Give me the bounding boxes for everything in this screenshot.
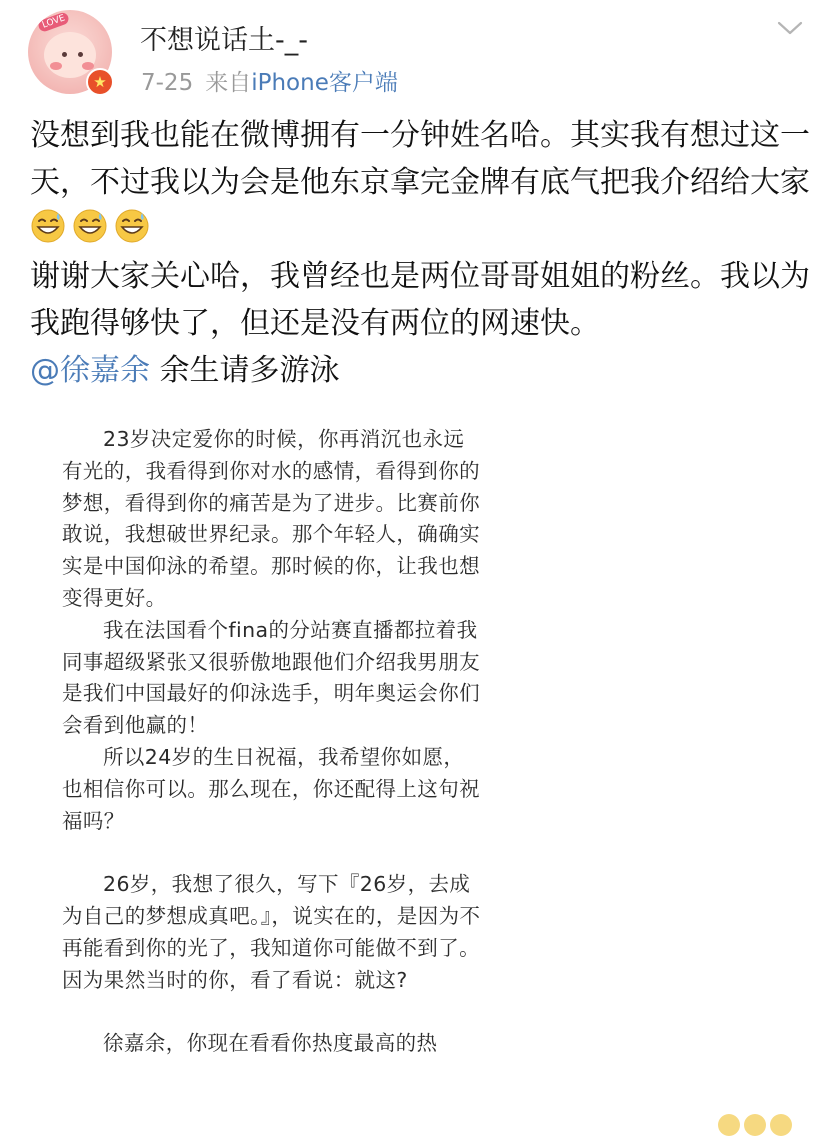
- attached-image-text: [62, 424, 482, 1060]
- post-paragraph: [30, 347, 810, 394]
- post-meta: [141, 64, 398, 97]
- weibo-verified-star-icon: ★: [86, 68, 114, 96]
- avatar-eye: [62, 52, 67, 57]
- avatar-face: [44, 32, 96, 78]
- post-body: [30, 112, 810, 394]
- post-tail-text: 余生请多游泳: [150, 353, 340, 388]
- source-device-link[interactable]: iPhone客户端: [251, 70, 398, 96]
- footer-emoji-icon: [770, 1114, 792, 1136]
- sweat-smile-emoji: [114, 208, 150, 244]
- chevron-down-icon[interactable]: [776, 18, 804, 38]
- post-header: [0, 0, 828, 110]
- footer-emoji-icon: [744, 1114, 766, 1136]
- avatar-cheek: [50, 62, 62, 70]
- paragraph-gap: [62, 996, 482, 1028]
- attached-paragraph: 23岁决定爱你的时候，你再消沉也永远有光的，我看得到你对水的感情，看得到你的梦想，看得到你的痛苦是为了进步。比赛前你敢说，我想破世界纪录。那个年轻人，确确实实是中国仰泳的希望。那时候的你，让我也想变得更好。: [62, 427, 480, 610]
- post-paragraph: [30, 112, 810, 253]
- footer-emoji-icon: [718, 1114, 740, 1136]
- avatar-eye: [78, 52, 83, 57]
- paragraph-gap: [62, 837, 482, 869]
- emoji-group: [30, 212, 156, 247]
- source-prefix: 来自: [205, 70, 252, 96]
- attached-paragraph: 徐嘉余，你现在看看你热度最高的热: [103, 1031, 438, 1056]
- sweat-smile-emoji: [30, 208, 66, 244]
- post-text: 没想到我也能在微博拥有一分钟姓名哈。其实我有想过这一天，不过我以为会是他东京拿完金牌有底气把我介绍给大家: [30, 118, 810, 200]
- attached-paragraph: 所以24岁的生日祝福，我希望你如愿，也相信你可以。那么现在，你还配得上这句祝福吗？: [62, 744, 480, 833]
- attached-paragraph: 我在法国看个fina的分站赛直播都拉着我同事超级紧张又很骄傲地跟他们介绍我男朋友是我们中国最好的仰泳选手，明年奥运会你们会看到他赢的！: [62, 617, 480, 738]
- post-date: 7-25: [141, 70, 194, 96]
- post-paragraph: 谢谢大家关心哈，我曾经也是两位哥哥姐姐的粉丝。我以为我跑得够快了，但还是没有两位的网速快。: [30, 259, 810, 341]
- avatar-love-tag: LOVE: [37, 11, 71, 33]
- attached-image[interactable]: [30, 398, 798, 1126]
- mention-link[interactable]: @徐嘉余: [30, 353, 150, 388]
- sweat-smile-emoji: [72, 208, 108, 244]
- username[interactable]: 不想说话土-_-: [140, 25, 308, 56]
- attached-paragraph: 26岁，我想了很久，写下『26岁，去成为自己的梦想成真吧。』，说实在的，是因为不再能看到你的光了，我知道你可能做不到了。因为果然当时的你，看了看说：就这?: [62, 872, 481, 992]
